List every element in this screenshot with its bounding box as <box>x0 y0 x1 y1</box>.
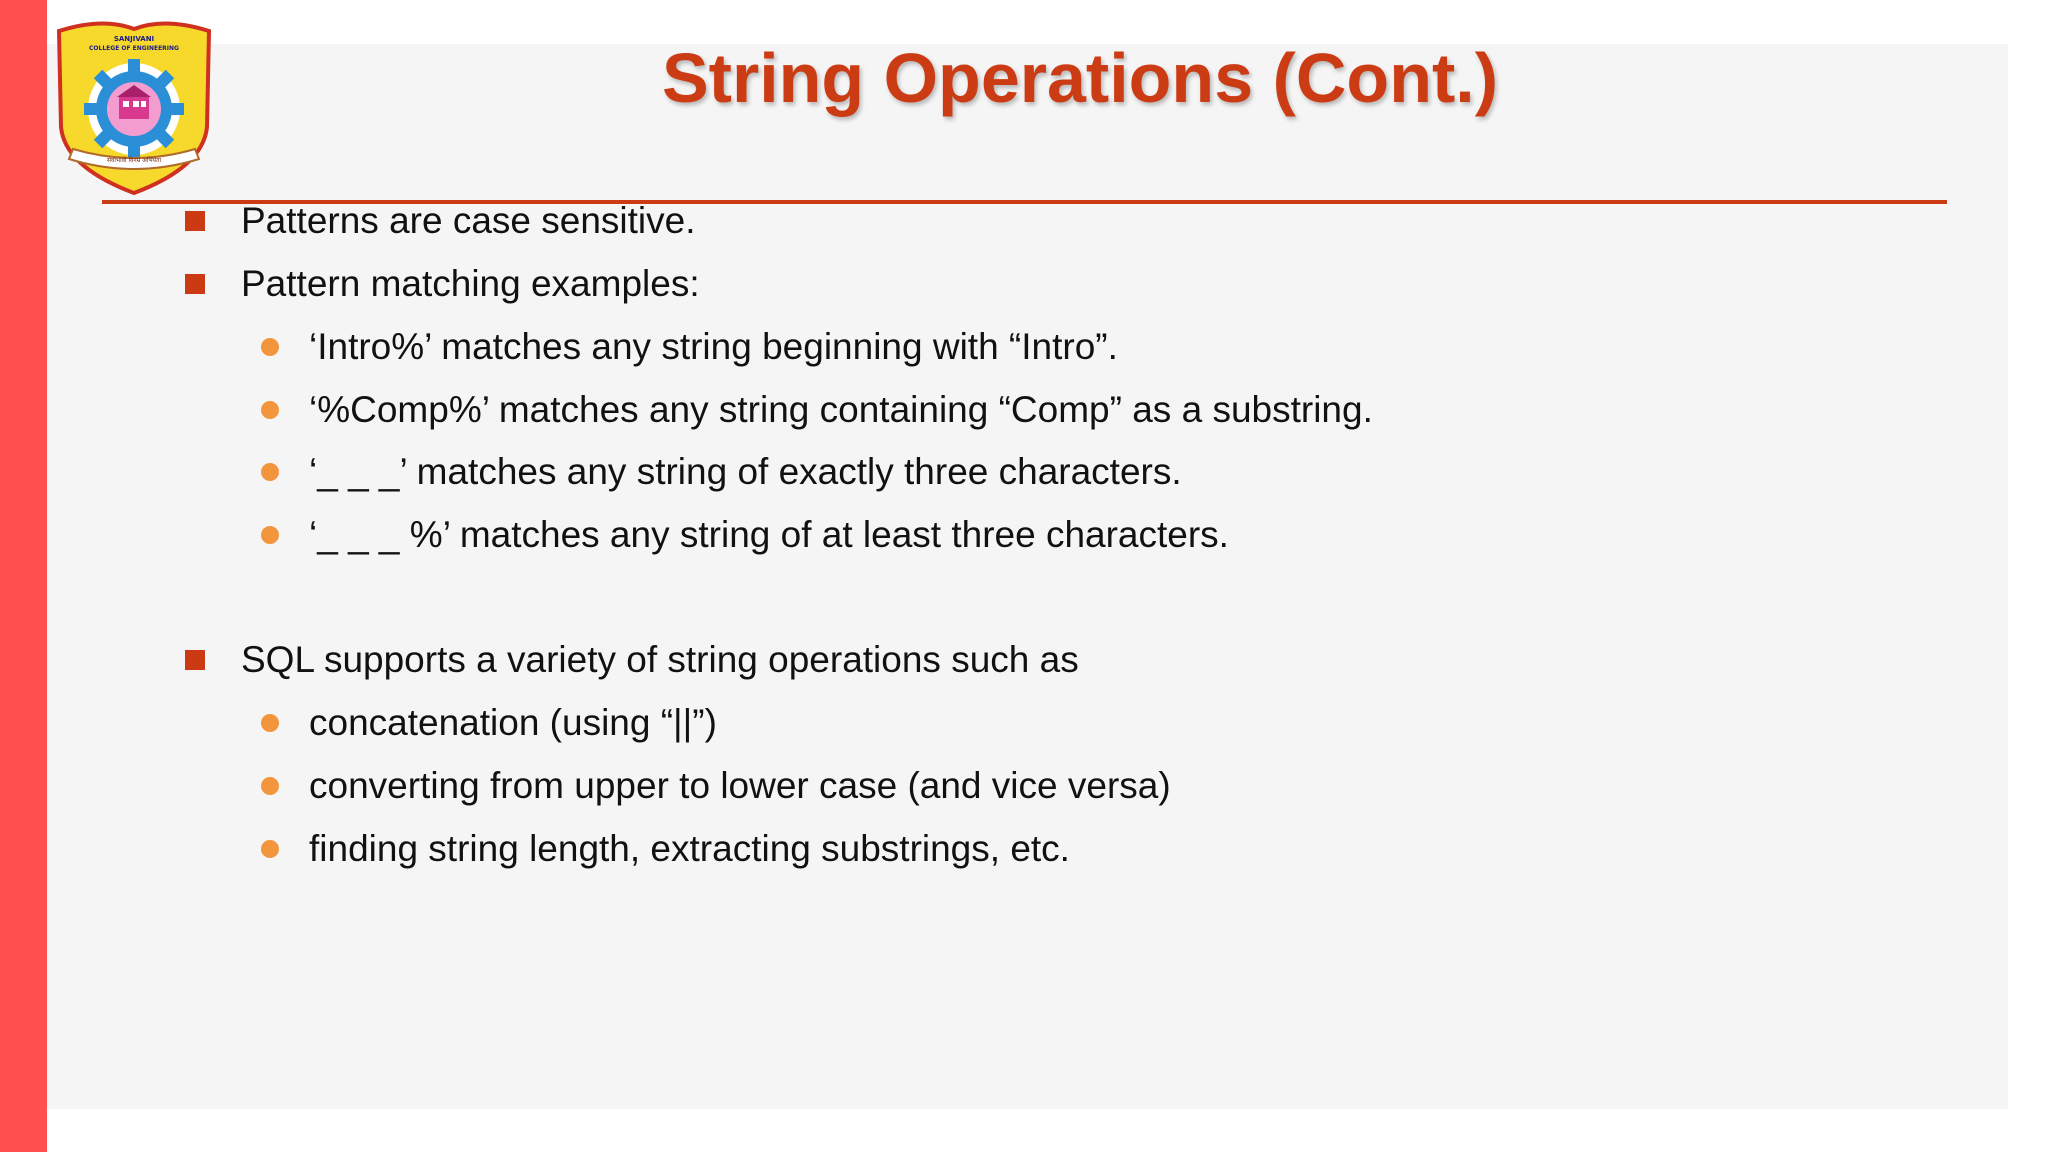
list-item-text: ‘Intro%’ matches any string beginning with “Intro”. <box>309 326 1118 367</box>
list-item <box>185 629 1079 691</box>
slide-title: String Operations (Cont.) <box>661 39 1499 117</box>
list-item-text: converting from upper to lower case (and vice versa) <box>309 765 1171 806</box>
list-item <box>261 755 1171 817</box>
list-item-text: SQL supports a variety of string operations such as <box>241 639 1079 680</box>
list-item <box>261 692 717 754</box>
dot-bullet-icon <box>261 714 279 732</box>
dot-bullet-icon <box>261 401 279 419</box>
list-item-text: ‘_ _ _ %’ matches any string of at least three characters. <box>309 514 1229 555</box>
list-item-text: concatenation (using “||”) <box>309 702 717 743</box>
list-item <box>185 253 700 315</box>
list-item <box>261 818 1070 880</box>
dot-bullet-icon <box>261 840 279 858</box>
list-item-text: Pattern matching examples: <box>241 263 700 304</box>
list-item <box>261 441 1182 503</box>
list-item <box>261 504 1229 566</box>
list-item-text: ‘%Comp%’ matches any string containing “Comp” as a substring. <box>309 389 1373 430</box>
square-bullet-icon <box>185 211 205 231</box>
list-item-text: finding string length, extracting substrings, etc. <box>309 828 1070 869</box>
list-item-text: Patterns are case sensitive. <box>241 200 696 241</box>
dot-bullet-icon <box>261 338 279 356</box>
square-bullet-icon <box>185 650 205 670</box>
college-logo <box>53 17 215 195</box>
square-bullet-icon <box>185 274 205 294</box>
gear-emblem-icon <box>84 59 184 159</box>
logo-motto: सेवाभावी विनम्र अभियंता <box>106 157 162 164</box>
list-item-text: ‘_ _ _’ matches any string of exactly three characters. <box>309 451 1182 492</box>
dot-bullet-icon <box>261 526 279 544</box>
logo-text-sub: COLLEGE OF ENGINEERING <box>89 45 179 52</box>
dot-bullet-icon <box>261 463 279 481</box>
list-item <box>261 379 1373 441</box>
dot-bullet-icon <box>261 777 279 795</box>
list-item <box>185 190 696 252</box>
left-accent-bar <box>0 0 47 1152</box>
logo-text-top: SANJIVANI <box>113 35 155 43</box>
list-item <box>261 316 1118 378</box>
